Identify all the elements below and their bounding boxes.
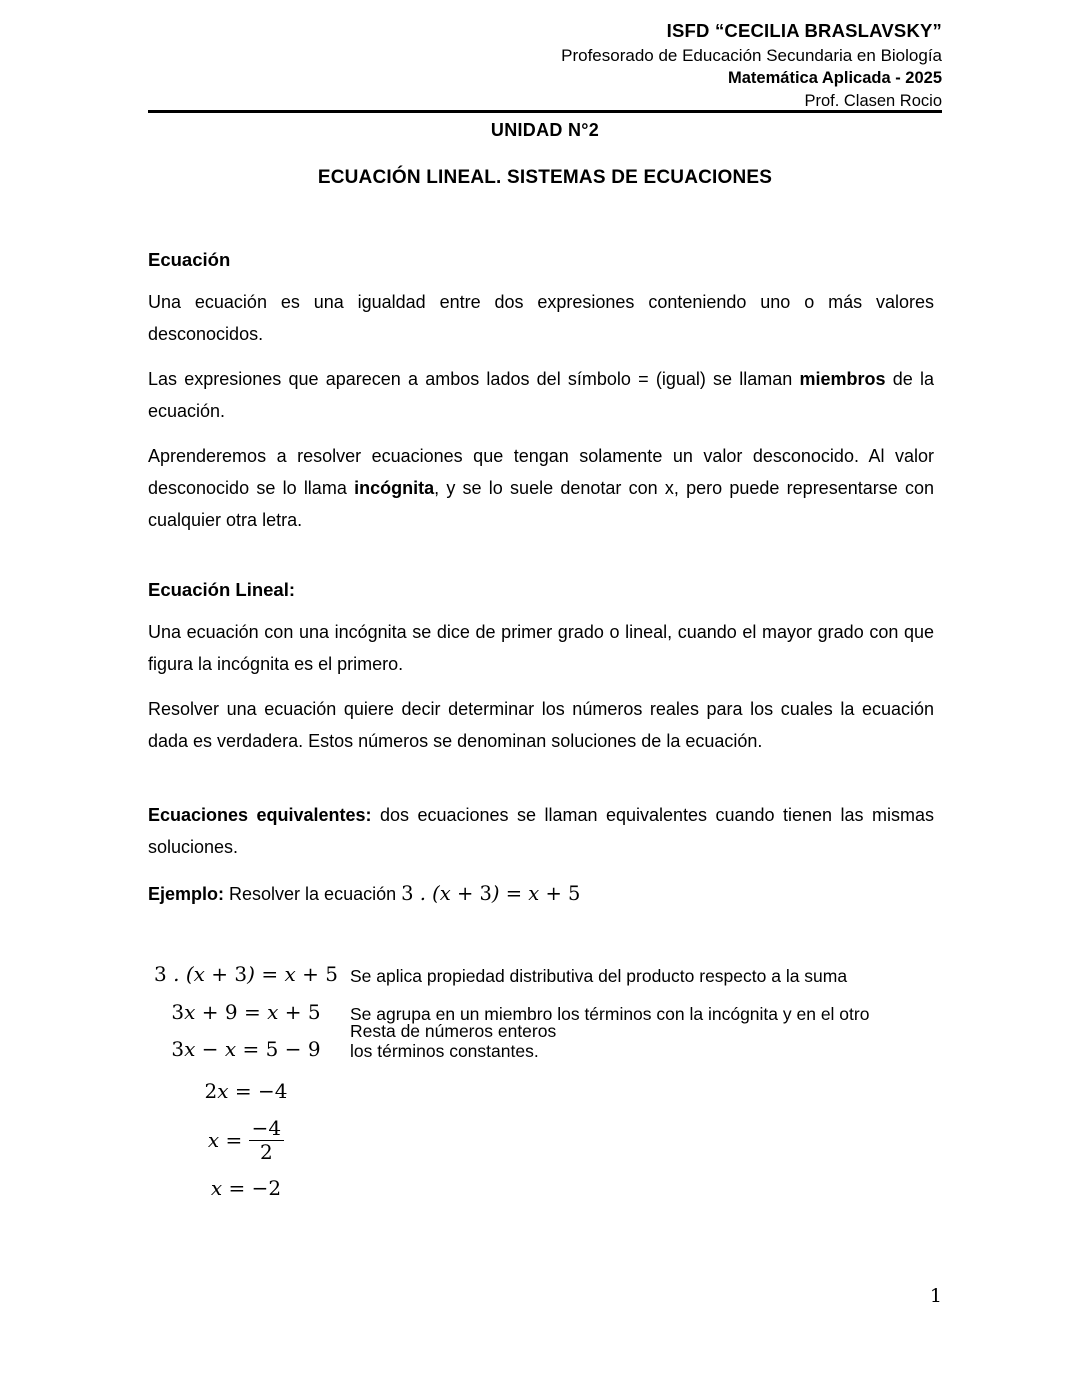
equation-step-2: 3x + 9 = x + 5 [171, 1000, 321, 1025]
paragraph-text-b: de la ecuación. [148, 369, 934, 422]
fraction-denominator: 2 [260, 1140, 273, 1165]
emphasis-ecuaciones-equivalentes: Ecuaciones equivalentes: [148, 805, 372, 826]
paragraph-linear-definition [148, 616, 934, 680]
unit-title: UNIDAD N°2 [490, 120, 600, 140]
fraction-numerator: −4 [249, 1118, 284, 1141]
equation-step-6: x = −2 [210, 1176, 282, 1201]
explanation-step-1: Se aplica propiedad distributiva del producto respecto a la suma [350, 966, 848, 986]
equation-step-4: 2x = −4 [204, 1079, 288, 1104]
worked-example-row [148, 962, 938, 990]
paragraph-text-b: , y se lo suele denotar con x, pero puede representarse con cualquier otra letra. [148, 478, 934, 531]
explanation-step-2: Se agrupa en un miembro los términos con la incógnita y en el otro [350, 1004, 870, 1025]
paragraph-unknown [148, 440, 934, 536]
section-heading-ecuacion-lineal: Ecuación Lineal: [148, 579, 296, 601]
subject-name: Matemática Aplicada - 2025 [728, 68, 942, 87]
worked-example-row [148, 1116, 938, 1165]
paragraph-text: Una ecuación es una igualdad entre dos expresiones conteniendo uno o más valores desconocidos. [148, 292, 934, 345]
inline-equation: 3 . (x + 3) = x + 5 [401, 881, 581, 905]
paragraph-members [148, 363, 934, 427]
paragraph-text: Resolver la ecuación [224, 883, 402, 904]
emphasis-ejemplo: Ejemplo: [148, 883, 225, 904]
header-divider [148, 110, 942, 113]
document-header [148, 18, 942, 113]
program-name: Profesorado de Educación Secundaria en Biología [561, 45, 942, 65]
paragraph-equation-definition [148, 286, 934, 350]
worked-example-row [148, 1176, 938, 1200]
page-title: ECUACIÓN LINEAL. SISTEMAS DE ECUACIONES [317, 167, 773, 188]
explanation-step-3: los términos constantes. [350, 1040, 539, 1061]
explanation-step-4: Resta de números enteros [350, 1021, 557, 1042]
section-spacer [148, 757, 934, 799]
worked-example-block [148, 962, 938, 1200]
equation-step-1: 3 . (x + 3) = x + 5 [154, 962, 338, 986]
paragraph-text: Resolver una ecuación quiere decir determinar los números reales para los cuales la ecuación dada es verdadera. Estos números se denominan soluciones de la ecuación. [148, 699, 934, 752]
emphasis-miembros: miembros [799, 369, 886, 390]
page-number: 1 [929, 1285, 942, 1307]
paragraph-text: Una ecuación con una incógnita se dice de primer grado o lineal, cuando el mayor grado con que figura la incógnita es el primero. [148, 622, 934, 675]
fraction [249, 1118, 284, 1163]
paragraph-solve-definition [148, 693, 934, 757]
equation-step-3: 3x − x = 5 − 9 [171, 1036, 321, 1061]
document-body [148, 248, 934, 911]
paragraph-text-a: Aprenderemos a resolver ecuaciones que tengan solamente un valor desconocido. Al valor desconocido se lo llama [148, 446, 934, 499]
paragraph-equivalent-equations [148, 799, 934, 863]
section-spacer [148, 536, 934, 578]
paragraph-text-a: Las expresiones que aparecen a ambos lados del símbolo = (igual) se llaman [148, 369, 800, 390]
paragraph-text: dos ecuaciones se llaman equivalentes cuando tienen las mismas soluciones. [148, 805, 934, 858]
institute-name: ISFD “CECILIA BRASLAVSKY” [666, 20, 942, 41]
section-heading-ecuacion: Ecuación [148, 249, 231, 270]
paragraph-example-intro [148, 877, 934, 912]
emphasis-incognita: incógnita [354, 478, 435, 499]
equation-step-5: x = $\frac{-4}{2}$ [148, 1119, 344, 1164]
teacher-name: Prof. Clasen Rocio [804, 91, 942, 110]
